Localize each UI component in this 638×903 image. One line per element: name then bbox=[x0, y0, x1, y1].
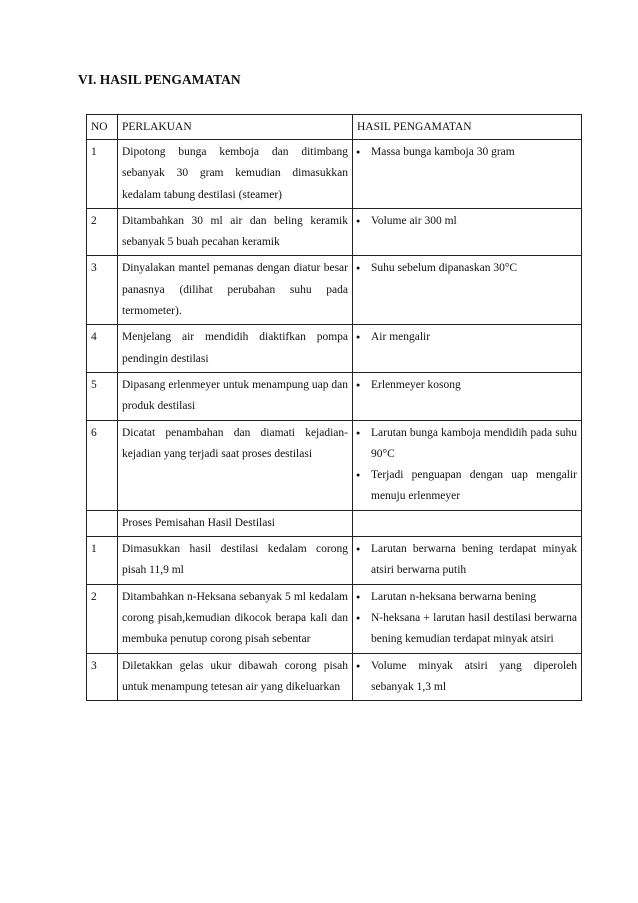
row-perlakuan: Dicatat penambahan dan diamati kejadian-kejadian yang terjadi saat proses destilasi bbox=[118, 420, 353, 510]
bullet-icon: ● bbox=[356, 428, 361, 437]
bullet-icon: ● bbox=[356, 545, 361, 554]
header-hasil: HASIL PENGAMATAN bbox=[353, 115, 582, 140]
bullet-text: Larutan berwarna bening terdapat minyak atsiri berwarna putih bbox=[371, 543, 577, 577]
row-perlakuan: Dipasang erlenmeyer untuk menampung uap dan produk destilasi bbox=[118, 372, 353, 420]
bullet-icon: ● bbox=[356, 471, 361, 480]
row-perlakuan: Dipotong bunga kemboja dan ditimbang sebanyak 30 gram kemudian dimasukkan kedalam tabung destilasi (steamer) bbox=[118, 140, 353, 209]
bullet-text: Air mengalir bbox=[371, 331, 431, 344]
bullet-item bbox=[356, 656, 577, 699]
bullet-item bbox=[356, 608, 577, 651]
bullet-item bbox=[356, 465, 577, 508]
bullet-text: Larutan bunga kamboja mendidih pada suhu 90°C bbox=[371, 426, 577, 460]
bullet-text: Larutan n-heksana berwarna bening bbox=[371, 590, 537, 603]
bullet-text: Volume air 300 ml bbox=[371, 214, 457, 227]
table-header-row bbox=[87, 115, 582, 140]
bullet-text: Terjadi penguapan dengan uap mengalir menuju erlenmeyer bbox=[371, 469, 577, 503]
bullet-item bbox=[356, 375, 577, 396]
row-number: 2 bbox=[87, 208, 118, 256]
bullet-text: N-heksana + larutan hasil destilasi berwarna bening kemudian terdapat minyak atsiri bbox=[371, 611, 577, 646]
table-row bbox=[87, 420, 582, 510]
bullet-icon: ● bbox=[356, 148, 361, 156]
table-row bbox=[87, 325, 582, 373]
header-perlakuan: PERLAKUAN bbox=[118, 115, 353, 140]
row-hasil bbox=[353, 140, 582, 209]
row-perlakuan: Ditambahkan n-Heksana sebanyak 5 ml kedalam corong pisah,kemudian dikocok berapa kali dan membuka penutup corong pisah sebentar bbox=[118, 584, 353, 653]
row-number: 1 bbox=[87, 537, 118, 585]
section-heading: VI. HASIL PENGAMATAN bbox=[78, 72, 241, 87]
bullet-item bbox=[356, 142, 577, 163]
row-perlakuan: Diletakkan gelas ukur dibawah corong pisah untuk menampung tetesan air yang dikeluarkan bbox=[118, 653, 353, 701]
bullet-icon: ● bbox=[356, 661, 361, 670]
row-number: 4 bbox=[87, 325, 118, 373]
table-row bbox=[87, 140, 582, 209]
bullet-item bbox=[356, 211, 577, 232]
table-row bbox=[87, 208, 582, 256]
row-hasil bbox=[353, 256, 582, 325]
header-no: NO bbox=[87, 115, 118, 140]
table-row bbox=[87, 653, 582, 701]
bullet-item bbox=[356, 539, 577, 582]
bullet-item bbox=[356, 587, 577, 608]
row-hasil bbox=[353, 325, 582, 373]
row-perlakuan: Dinyalakan mantel pemanas dengan diatur besar panasnya (dilihat perubahan suhu pada termometer). bbox=[118, 256, 353, 325]
bullet-icon: ● bbox=[356, 592, 361, 601]
section-row bbox=[87, 510, 582, 536]
row-hasil bbox=[353, 584, 582, 653]
row-perlakuan: Ditambahkan 30 ml air dan beling keramik sebanyak 5 buah pecahan keramik bbox=[118, 208, 353, 256]
bullet-text: Erlenmeyer kosong bbox=[371, 378, 461, 391]
table-row bbox=[87, 537, 582, 585]
row-hasil bbox=[353, 653, 582, 701]
table-row bbox=[87, 584, 582, 653]
row-hasil bbox=[353, 372, 582, 420]
section-empty-cell bbox=[87, 510, 118, 536]
row-number: 2 bbox=[87, 584, 118, 653]
bullet-item bbox=[356, 327, 577, 348]
row-hasil bbox=[353, 537, 582, 585]
table-row bbox=[87, 256, 582, 325]
section-empty-cell bbox=[353, 510, 582, 536]
bullet-text: Volume minyak atsiri yang diperoleh sebanyak 1,3 ml bbox=[371, 659, 577, 693]
bullet-item bbox=[356, 423, 577, 466]
bullet-icon: ● bbox=[356, 380, 361, 389]
bullet-icon: ● bbox=[356, 333, 361, 342]
row-number: 3 bbox=[87, 256, 118, 325]
bullet-item bbox=[356, 258, 577, 279]
row-number: 5 bbox=[87, 372, 118, 420]
row-perlakuan: Menjelang air mendidih diaktifkan pompa pendingin destilasi bbox=[118, 325, 353, 373]
bullet-text: Suhu sebelum dipanaskan 30°C bbox=[371, 262, 518, 275]
row-number: 1 bbox=[87, 140, 118, 209]
observation-table bbox=[86, 114, 582, 701]
row-perlakuan: Dimasukkan hasil destilasi kedalam corong pisah 11,9 ml bbox=[118, 537, 353, 585]
row-number: 3 bbox=[87, 653, 118, 701]
bullet-icon: ● bbox=[356, 264, 361, 273]
section-title: Proses Pemisahan Hasil Destilasi bbox=[118, 510, 353, 536]
bullet-icon: ● bbox=[356, 613, 361, 622]
bullet-icon: ● bbox=[356, 216, 361, 225]
bullet-text: Massa bunga kamboja 30 gram bbox=[371, 146, 515, 158]
row-hasil bbox=[353, 420, 582, 510]
table-row bbox=[87, 372, 582, 420]
row-hasil bbox=[353, 208, 582, 256]
row-number: 6 bbox=[87, 420, 118, 510]
